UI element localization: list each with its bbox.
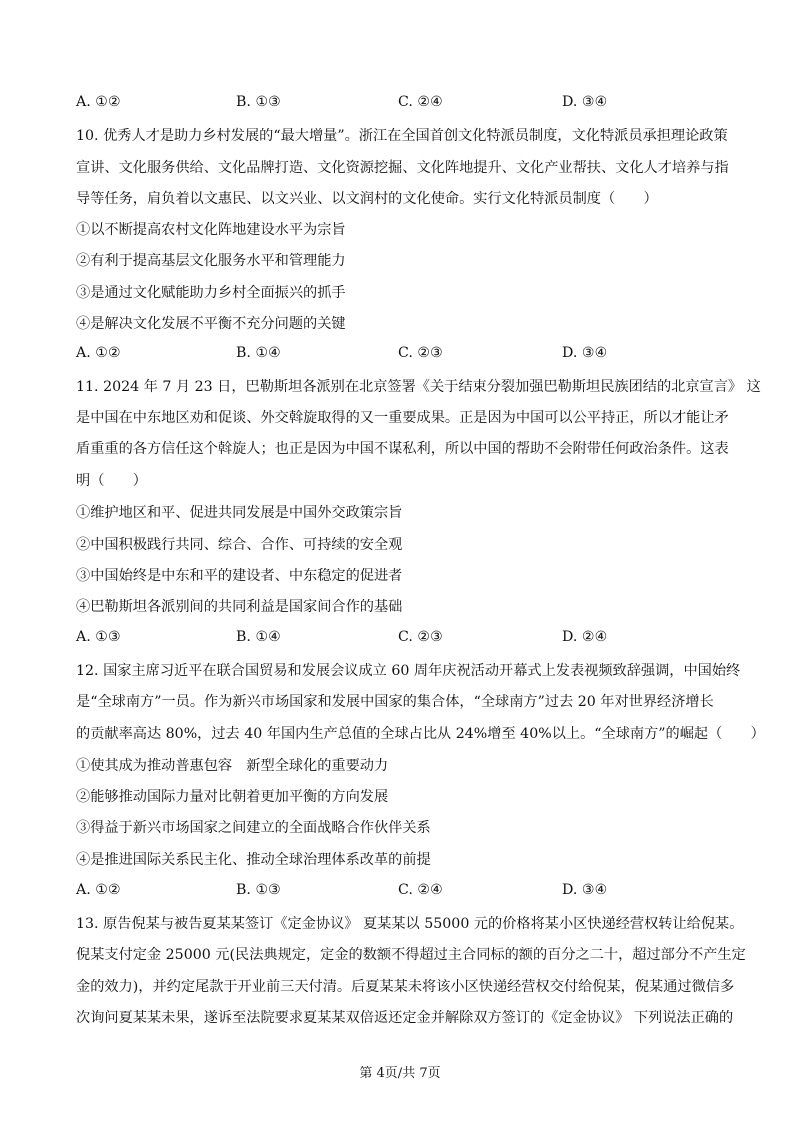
q11-option-c: C. ②③ [398,629,443,645]
q12-options [76,882,736,902]
q13-stem-line: 倪某支付定金 25000 元(民法典规定，定金的数额不得超过主合同标的额的百分之二十，超过部分不产生定 [76,947,746,963]
q11-stem-line: 明（ ） [76,473,147,489]
q10-item: ③是通过文化赋能助力乡村全面振兴的抓手 [76,285,346,301]
page-footer: 第 4页/共 7页 [359,1066,441,1081]
q10-options [76,345,736,365]
q10-stem-line: 导等任务，肩负着以文惠民、以文兴业、以文润村的文化使命。实行文化特派员制度（ ） [76,191,658,207]
q12-stem-line: 的贡献率高达 80%，过去 40 年国内生产总值的全球占比从 24%增至 40%以上。“全球南方”的崛起（ ） [76,726,765,742]
q11-item: ③中国始终是中东和平的建设者、中东稳定的促进者 [76,568,403,584]
q12-option-d: D. ③④ [562,882,608,898]
q10-option-c: C. ②③ [398,345,443,361]
q11-item: ④巴勒斯坦各派别间的共同利益是国家间合作的基础 [76,599,403,615]
q10-item: ②有利于提高基层文化服务水平和管理能力 [76,253,346,269]
q9-options [76,94,736,114]
q11-option-d: D. ②④ [562,629,608,645]
q13-stem-line: 13. 原告倪某与被告夏某某签订《定金协议》 夏某某以 55000 元的价格将某小区快递经营权转让给倪某。 [76,916,744,932]
q12-stem-line: 是“全球南方”一员。作为新兴市场国家和发展中国家的集合体，“全球南方”过去 20 年对世界经济增长 [76,694,714,710]
q11-option-b: B. ①④ [236,629,281,645]
q13-stem-line: 次询问夏某某未果，遂诉至法院要求夏某某双倍返还定金并解除双方签订的《定金协议》 下列说法正确的 [76,1010,734,1026]
q12-stem-line: 12. 国家主席习近平在联合国贸易和发展会议成立 60 周年庆祝活动开幕式上发表视频致辞强调，中国始终 [76,663,741,679]
q10-option-b: B. ①④ [236,345,281,361]
q12-option-b: B. ①③ [236,882,281,898]
q10-option-a: A. ①② [76,345,121,361]
q10-stem-line: 宣讲、文化服务供给、文化品牌打造、文化资源挖掘、文化阵地提升、文化产业帮扶、文化人才培养与指 [76,160,729,176]
q11-stem-line: 11. 2024 年 7 月 23 日，巴勒斯坦各派别在北京签署《关于结束分裂加强巴勒斯坦民族团结的北京宣言》 这 [76,379,761,395]
q12-item: ①使其成为推动普惠包容 新型全球化的重要动力 [76,758,389,774]
q11-options [76,629,736,649]
q9-option-b: B. ①③ [236,94,281,110]
q11-item: ②中国积极践行共同、综合、合作、可持续的安全观 [76,537,403,553]
q11-item: ①维护地区和平、促进共同发展是中国外交政策宗旨 [76,505,403,521]
q11-option-a: A. ①③ [76,629,121,645]
q11-stem-line: 盾重重的各方信任这个斡旋人；也正是因为中国不谋私利，所以中国的帮助不会附带任何政治条件。这表 [76,441,729,457]
q13-stem-line: 金的效力)，并约定尾款于开业前三天付清。后夏某某未将该小区快递经营权交付给倪某，倪某通过微信多 [76,979,735,995]
q10-stem-line: 10. 优秀人才是助力乡村发展的“最大增量”。浙江在全国首创文化特派员制度，文化特派员承担理论政策 [76,128,728,144]
q9-option-a: A. ①② [76,94,121,110]
q9-option-c: C. ②④ [398,94,443,110]
q12-option-c: C. ②④ [398,882,443,898]
q12-option-a: A. ①② [76,882,121,898]
q12-item: ②能够推动国际力量对比朝着更加平衡的方向发展 [76,789,389,805]
q10-item: ①以不断提高农村文化阵地建设水平为宗旨 [76,222,346,238]
q10-item: ④是解决文化发展不平衡不充分问题的关键 [76,316,346,332]
q9-option-d: D. ③④ [562,94,608,110]
q11-stem-line: 是中国在中东地区劝和促谈、外交斡旋取得的又一重要成果。正是因为中国可以公平持正，所以才能让矛 [76,410,729,426]
q10-option-d: D. ③④ [562,345,608,361]
q12-item: ③得益于新兴市场国家之间建立的全面战略合作伙伴关系 [76,820,431,836]
q12-item: ④是推进国际关系民主化、推动全球治理体系改革的前提 [76,852,431,868]
